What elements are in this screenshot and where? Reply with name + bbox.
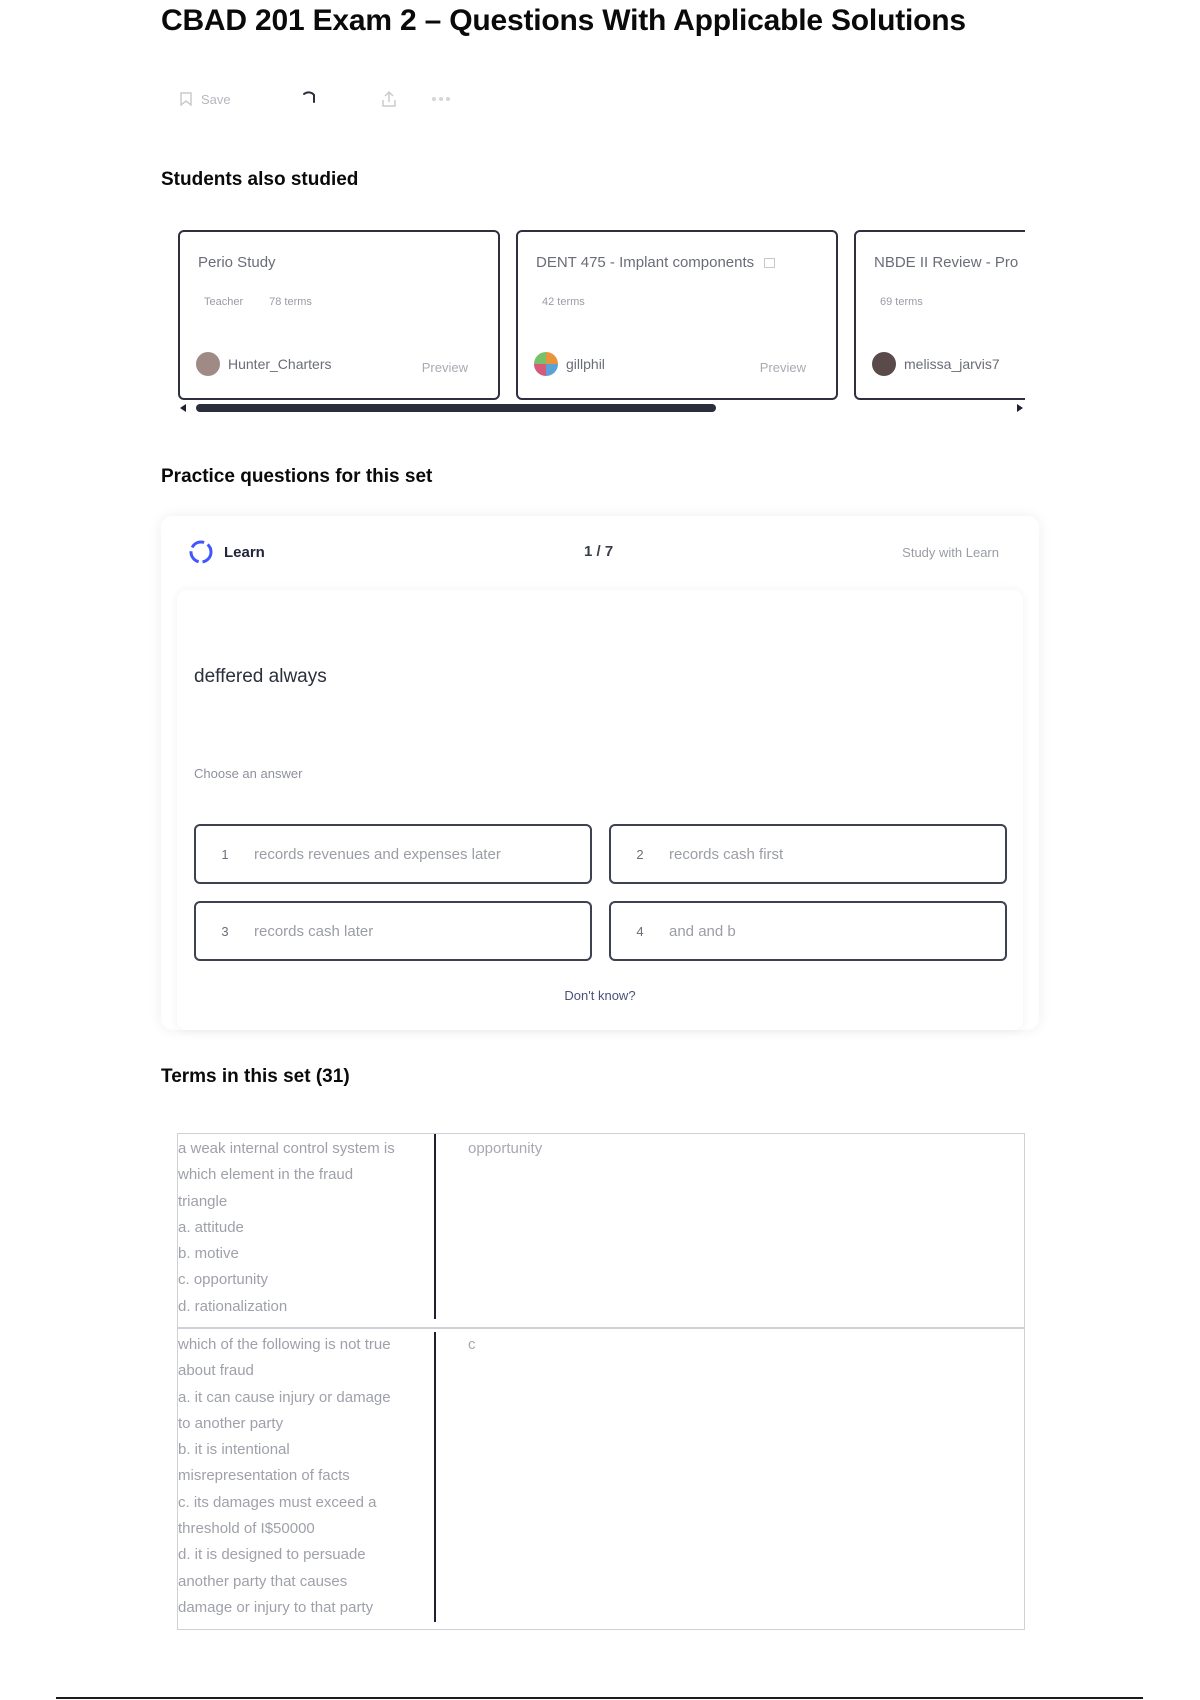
carousel-scrollbar[interactable] <box>180 402 1023 414</box>
study-sets-carousel <box>178 230 1025 402</box>
scroll-right-icon[interactable] <box>1017 404 1023 412</box>
term-text: which of the following is not true about fraud a. it can cause injury or damage to another party b. it is intentional misrepresentation of facts c. its damages must exceed a threshold of I$50000 d. it is designed to persuade another party that causes damage or injury to that party <box>178 1336 391 1616</box>
card-title: NBDE II Review - Pro <box>874 254 1019 271</box>
loading-spinner-icon <box>300 90 380 108</box>
table-row <box>178 1134 1024 1329</box>
scroll-left-icon[interactable] <box>180 404 186 412</box>
definition-text: c <box>468 1336 476 1353</box>
term-count: 69 terms <box>880 296 923 308</box>
answer-text: records cash later <box>254 922 374 940</box>
answer-number: 4 <box>636 923 644 939</box>
answer-text: records revenues and expenses later <box>254 845 501 863</box>
avatar <box>534 352 558 376</box>
definition-text: opportunity <box>468 1140 543 1157</box>
preview-button[interactable]: Preview <box>421 360 468 375</box>
author-name: melissa_jarvis7 <box>904 356 1000 372</box>
column-divider <box>434 1134 436 1319</box>
students-also-studied-heading: Students also studied <box>161 169 359 190</box>
question-prompt: deffered always <box>194 666 327 687</box>
author-name: Hunter_Charters <box>228 356 332 372</box>
share-icon <box>380 90 398 108</box>
question-card <box>177 590 1023 1030</box>
learn-header <box>187 538 265 566</box>
share-button[interactable] <box>380 90 430 108</box>
practice-questions-heading: Practice questions for this set <box>161 466 433 487</box>
save-label: Save <box>201 91 231 107</box>
term-count: 42 terms <box>542 296 585 308</box>
question-progress: 1 / 7 <box>584 543 614 560</box>
study-set-card[interactable] <box>178 230 500 400</box>
card-title: Perio Study <box>198 254 276 271</box>
bookmark-icon <box>180 92 192 106</box>
answer-option[interactable] <box>194 901 592 961</box>
footer-divider <box>56 1697 1143 1699</box>
answer-option[interactable] <box>609 901 1007 961</box>
card-title-text: DENT 475 - Implant components <box>536 254 755 271</box>
more-icon <box>430 90 452 108</box>
page-title: CBAD 201 Exam 2 – Questions With Applicable Solutions <box>161 4 966 37</box>
dont-know-button[interactable]: Don't know? <box>564 988 636 1003</box>
terms-table <box>177 1133 1025 1630</box>
answer-option[interactable] <box>194 824 592 884</box>
answer-number: 2 <box>636 846 644 862</box>
avatar <box>196 352 220 376</box>
learn-icon <box>187 538 215 566</box>
save-button[interactable] <box>180 92 300 107</box>
terms-heading: Terms in this set (31) <box>161 1066 350 1087</box>
answer-number: 1 <box>221 846 229 862</box>
more-options-button[interactable] <box>430 90 452 108</box>
table-row <box>178 1330 1024 1629</box>
answer-number: 3 <box>221 923 229 939</box>
column-divider <box>434 1332 436 1622</box>
answer-text: records cash first <box>669 845 784 863</box>
preview-button[interactable]: Preview <box>759 360 806 375</box>
card-title <box>536 254 775 271</box>
learn-practice-panel <box>161 516 1039 1030</box>
card-author[interactable] <box>872 352 1000 376</box>
card-author[interactable] <box>196 352 332 376</box>
image-icon <box>764 258 775 268</box>
card-meta <box>542 296 585 308</box>
set-toolbar <box>180 84 452 114</box>
avatar <box>872 352 896 376</box>
teacher-badge: Teacher <box>204 296 244 308</box>
scrollbar-thumb[interactable] <box>196 404 716 412</box>
answer-text: and and b <box>669 922 736 940</box>
choose-answer-label: Choose an answer <box>194 766 303 781</box>
study-set-card[interactable] <box>854 230 1025 400</box>
study-with-learn-link[interactable]: Study with Learn <box>902 545 999 560</box>
learn-label: Learn <box>224 543 265 561</box>
author-name: gillphil <box>566 356 605 372</box>
term-text: a weak internal control system is which element in the fraud triangle a. attitude b. motive c. opportunity d. rationalization <box>178 1140 395 1315</box>
card-meta <box>204 296 312 308</box>
term-count: 78 terms <box>269 296 312 308</box>
answer-option[interactable] <box>609 824 1007 884</box>
card-meta <box>880 296 923 308</box>
study-set-card[interactable] <box>516 230 838 400</box>
card-author[interactable] <box>534 352 605 376</box>
